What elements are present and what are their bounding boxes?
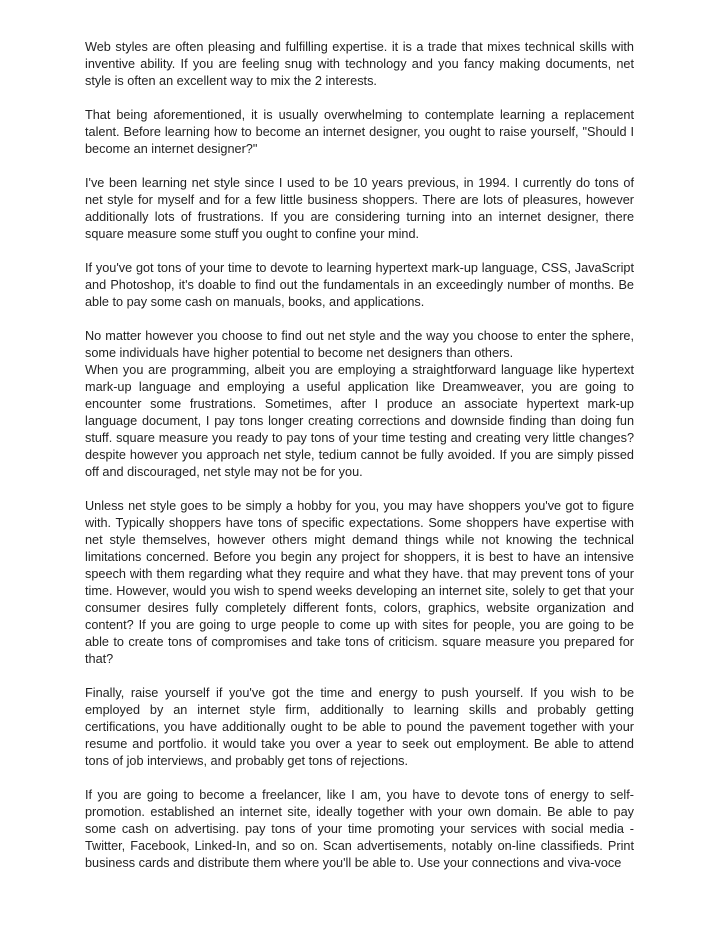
paragraph-spacer — [85, 158, 634, 175]
paragraph-programming: When you are programming, albeit you are employing a straightforward language like hypertext mark-up language and employing a useful application like Dreamweaver, you are going to encounter some frustrations. Sometimes, after I produce an associate hypertext mark-up language document, I pay tons longer creating corrections and downside finding than doing fun stuff. square measure you ready to pay tons of your time testing and creating very little changes? despite however you approach net style, tedium cannot be fully avoided. If you are simply pissed off and discouraged, net style may not be for you. — [85, 363, 634, 479]
paragraph-clients: Unless net style goes to be simply a hobby for you, you may have shoppers you've got to figure with. Typically shoppers have tons of specific expectations. Some shoppers have expertise with net style themselves, however others might demand things while not knowing the technical limitations concerned. Before you begin any project for shoppers, it is best to have an intensive speech with them regarding what they require and what they have. that may prevent tons of your time. However, would you wish to spend weeks developing an internet site, solely to get that your consumer desires fully completely different fonts, colors, graphics, website organization and content? If you are going to urge people to come up with sites for people, you are going to be able to create tons of compromises and take tons of criticism. square measure you prepared for that? — [85, 499, 634, 666]
paragraph-spacer — [85, 770, 634, 787]
paragraph-experience: I've been learning net style since I used to be 10 years previous, in 1994. I currently do tons of net style for myself and for a few little business shoppers. There are lots of pleasures, however additionally lots of frustrations. If you are considering turning into an internet designer, there square measure some stuff you ought to confine your mind. — [85, 176, 634, 241]
paragraph-intro: Web styles are often pleasing and fulfilling expertise. it is a trade that mixes technical skills with inventive ability. If you are feeling snug with technology and you fancy making documents, net style is often an excellent way to mix the 2 interests. — [85, 40, 634, 88]
paragraph-spacer — [85, 668, 634, 685]
paragraph-spacer — [85, 311, 634, 328]
paragraph-freelancer: If you are going to become a freelancer, like I am, you have to devote tons of energy to self-promotion. established an internet site, ideally together with your own domain. Be able to pay some cash on advertising. pay tons of your time promoting your services with social media - Twitter, Facebook, Linked-In, and so on. Scan advertisements, notably on-line classifieds. Print business cards and distribute them where you'll be able to. Use your connections and viva-voce — [85, 788, 634, 870]
document-body — [85, 39, 634, 872]
paragraph-learning-time: If you've got tons of your time to devote to learning hypertext mark-up language, CSS, JavaScript and Photoshop, it's doable to find out the fundamentals in an exceedingly number of months. Be able to pay some cash on manuals, books, and applications. — [85, 261, 634, 309]
paragraph-employment: Finally, raise yourself if you've got the time and energy to push yourself. If you wish to be employed by an internet style firm, additionally to learning skills and probably getting certifications, you have additionally ought to be able to pound the pavement together with your resume and portfolio. it would take you over a year to seek out employment. Be able to attend tons of job interviews, and probably get tons of rejections. — [85, 686, 634, 768]
paragraph-spacer — [85, 90, 634, 107]
paragraph-spacer — [85, 481, 634, 498]
paragraph-potential: No matter however you choose to find out net style and the way you choose to enter the sphere, some individuals have higher potential to become net designers than others. — [85, 329, 634, 360]
paragraph-question: That being aforementioned, it is usually overwhelming to contemplate learning a replacement talent. Before learning how to become an internet designer, you ought to raise yourself, "Should I become an internet designer?" — [85, 108, 634, 156]
paragraph-spacer — [85, 243, 634, 260]
